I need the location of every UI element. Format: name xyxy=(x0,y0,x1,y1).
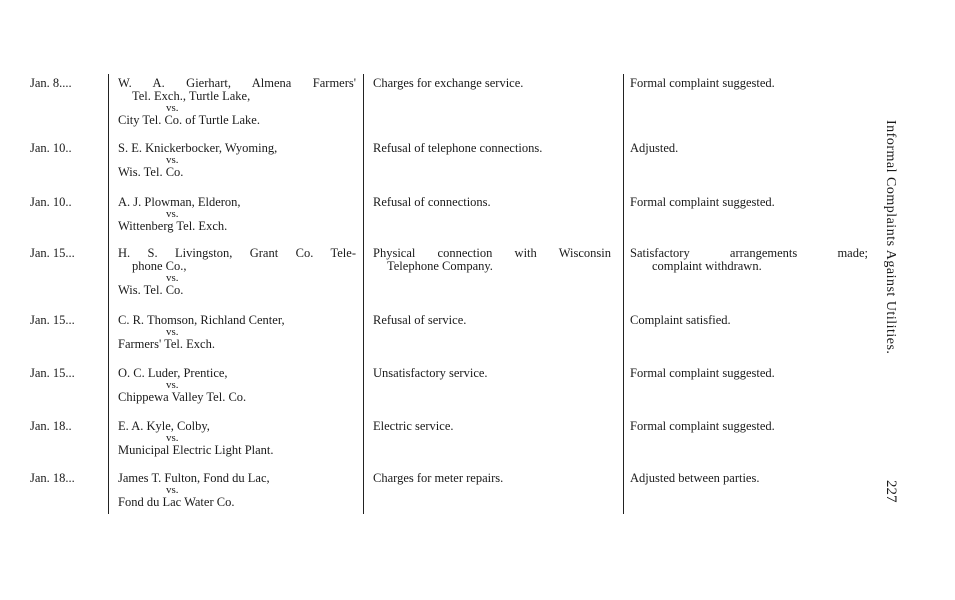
disposition-line: Satisfactory arrangements made; xyxy=(630,246,868,260)
nature-line: Electric service. xyxy=(373,419,454,433)
row-parties xyxy=(118,77,358,127)
row-nature xyxy=(373,472,623,485)
disposition-line: Formal complaint suggested. xyxy=(630,195,775,209)
row-parties xyxy=(118,314,358,351)
row-nature xyxy=(373,142,623,155)
disposition-line: Formal complaint suggested. xyxy=(630,366,775,380)
nature-line: Refusal of telephone connections. xyxy=(373,141,543,155)
row-date: Jan. 15... xyxy=(30,366,75,380)
disposition-line: Complaint satisfied. xyxy=(630,313,731,327)
disposition-line: Adjusted between parties. xyxy=(630,471,760,485)
nature-line: Charges for exchange service. xyxy=(373,76,524,90)
page-number: 227 xyxy=(883,480,899,503)
row-date: Jan. 10.. xyxy=(30,141,72,155)
row-date: Jan. 18... xyxy=(30,471,75,485)
parties-line: Farmers' Tel. Exch. xyxy=(118,337,215,351)
nature-line: Charges for meter repairs. xyxy=(373,471,504,485)
row-disposition xyxy=(630,367,875,380)
versus-label: vs. xyxy=(166,379,179,391)
table-row xyxy=(0,472,900,522)
table-row xyxy=(0,77,900,131)
nature-line: Physical connection with Wisconsin xyxy=(373,246,611,260)
parties-line: E. A. Kyle, Colby, xyxy=(118,419,210,433)
row-disposition xyxy=(630,77,875,90)
row-nature xyxy=(373,314,623,327)
table-row xyxy=(0,314,900,364)
row-disposition xyxy=(630,142,875,155)
row-date: Jan. 10.. xyxy=(30,195,72,209)
row-nature xyxy=(373,420,623,433)
parties-line: City Tel. Co. of Turtle Lake. xyxy=(118,113,260,127)
parties-line: O. C. Luder, Prentice, xyxy=(118,366,228,380)
versus-label: vs. xyxy=(166,208,179,220)
versus-label: vs. xyxy=(166,154,179,166)
parties-line: C. R. Thomson, Richland Center, xyxy=(118,313,285,327)
row-disposition xyxy=(630,472,875,485)
table-row xyxy=(0,247,900,303)
disposition-line: Formal complaint suggested. xyxy=(630,76,775,90)
row-date: Jan. 8.... xyxy=(30,76,72,90)
parties-line: W. A. Gierhart, Almena Farmers' xyxy=(118,76,356,90)
parties-line: Wis. Tel. Co. xyxy=(118,165,184,179)
row-disposition xyxy=(630,314,875,327)
nature-line: Refusal of service. xyxy=(373,313,467,327)
parties-line: H. S. Livingston, Grant Co. Tele- xyxy=(118,246,356,260)
table-row xyxy=(0,367,900,417)
row-parties xyxy=(118,472,358,509)
parties-line: S. E. Knickerbocker, Wyoming, xyxy=(118,141,278,155)
row-parties xyxy=(118,420,358,457)
running-head: Informal Complaints Against Utilities. xyxy=(883,120,898,355)
row-date: Jan. 15... xyxy=(30,246,75,260)
parties-line: Fond du Lac Water Co. xyxy=(118,495,235,509)
row-nature xyxy=(373,367,623,380)
versus-label: vs. xyxy=(166,432,179,444)
parties-line: James T. Fulton, Fond du Lac, xyxy=(118,471,270,485)
table-row xyxy=(0,142,900,192)
row-parties xyxy=(118,196,358,233)
row-nature xyxy=(373,77,623,90)
table-row xyxy=(0,420,900,470)
versus-label: vs. xyxy=(166,102,179,114)
disposition-line: Formal complaint suggested. xyxy=(630,419,775,433)
nature-line: Refusal of connections. xyxy=(373,195,491,209)
versus-label: vs. xyxy=(166,272,179,284)
row-disposition xyxy=(630,196,875,209)
row-disposition xyxy=(630,247,875,273)
disposition-line: complaint withdrawn. xyxy=(652,259,762,273)
nature-line: Unsatisfactory service. xyxy=(373,366,488,380)
row-parties xyxy=(118,247,358,297)
parties-line: Wis. Tel. Co. xyxy=(118,283,184,297)
parties-line: A. J. Plowman, Elderon, xyxy=(118,195,241,209)
row-date: Jan. 15... xyxy=(30,313,75,327)
row-parties xyxy=(118,367,358,404)
versus-label: vs. xyxy=(166,484,179,496)
disposition-line: Adjusted. xyxy=(630,141,679,155)
row-disposition xyxy=(630,420,875,433)
table-row xyxy=(0,196,900,246)
versus-label: vs. xyxy=(166,326,179,338)
parties-line: Wittenberg Tel. Exch. xyxy=(118,219,228,233)
row-parties xyxy=(118,142,358,179)
parties-line: Tel. Exch., Turtle Lake, xyxy=(132,89,251,103)
row-nature xyxy=(373,247,623,273)
parties-line: Municipal Electric Light Plant. xyxy=(118,443,274,457)
parties-line: phone Co., xyxy=(132,259,187,273)
parties-line: Chippewa Valley Tel. Co. xyxy=(118,390,247,404)
row-date: Jan. 18.. xyxy=(30,419,72,433)
nature-line: Telephone Company. xyxy=(387,259,493,273)
row-nature xyxy=(373,196,623,209)
